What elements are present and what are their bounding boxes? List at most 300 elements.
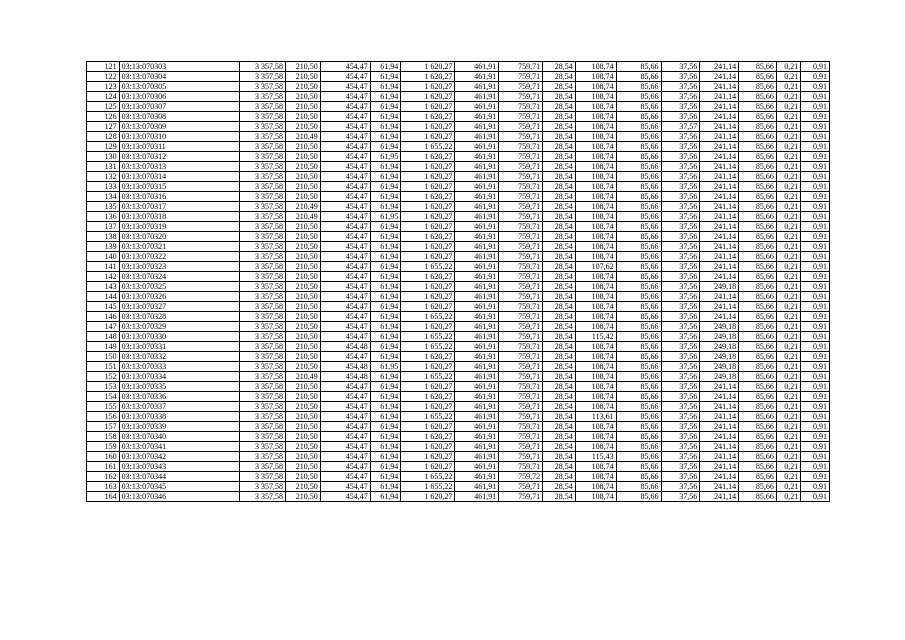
value-col-14-cell: 0,21 (776, 62, 800, 72)
value-col-15-cell: 0,91 (801, 272, 830, 282)
value-col-15-cell: 0,91 (801, 222, 830, 232)
value-col-4-cell: 61,94 (370, 462, 401, 472)
value-col-6-cell: 461,91 (455, 282, 499, 292)
value-col-10-cell: 85,66 (616, 192, 661, 202)
value-col-7-cell: 759,71 (499, 432, 543, 442)
value-col-2-cell: 210,50 (286, 242, 321, 252)
table-body (87, 62, 830, 502)
value-col-1-cell: 3 357,58 (240, 482, 286, 492)
parcel-code-cell: 03:13:070335 (119, 382, 239, 392)
value-col-13-cell: 85,66 (739, 302, 777, 312)
value-col-14-cell: 0,21 (776, 312, 800, 322)
value-col-5-cell: 1 620,27 (401, 362, 455, 372)
value-col-4-cell: 61,94 (370, 142, 401, 152)
value-col-12-cell: 241,14 (700, 62, 739, 72)
value-col-6-cell: 461,91 (455, 62, 499, 72)
value-col-10-cell: 85,66 (616, 472, 661, 482)
value-col-1-cell: 3 357,58 (240, 372, 286, 382)
value-col-9-cell: 108,74 (575, 492, 616, 502)
value-col-6-cell: 461,91 (455, 82, 499, 92)
value-col-13-cell: 85,66 (739, 422, 777, 432)
value-col-9-cell: 108,74 (575, 462, 616, 472)
row-index-cell: 139 (87, 242, 120, 252)
value-col-6-cell: 461,91 (455, 192, 499, 202)
table-row (87, 372, 830, 382)
value-col-13-cell: 85,66 (739, 142, 777, 152)
value-col-1-cell: 3 357,58 (240, 312, 286, 322)
value-col-13-cell: 85,66 (739, 172, 777, 182)
value-col-11-cell: 37,56 (661, 432, 700, 442)
value-col-5-cell: 1 620,27 (401, 132, 455, 142)
value-col-12-cell: 241,14 (700, 432, 739, 442)
parcel-code-cell: 03:13:070331 (119, 342, 239, 352)
value-col-7-cell: 759,71 (499, 352, 543, 362)
value-col-13-cell: 85,66 (739, 102, 777, 112)
parcel-code-cell: 03:13:070334 (119, 372, 239, 382)
value-col-15-cell: 0,91 (801, 472, 830, 482)
row-index-cell: 160 (87, 452, 120, 462)
value-col-5-cell: 1 620,27 (401, 222, 455, 232)
value-col-15-cell: 0,91 (801, 382, 830, 392)
value-col-1-cell: 3 357,58 (240, 422, 286, 432)
value-col-10-cell: 85,66 (616, 492, 661, 502)
value-col-11-cell: 37,56 (661, 282, 700, 292)
value-col-3-cell: 454,47 (320, 332, 370, 342)
value-col-8-cell: 28,54 (543, 402, 576, 412)
value-col-1-cell: 3 357,58 (240, 402, 286, 412)
parcel-code-cell: 03:13:070318 (119, 212, 239, 222)
row-index-cell: 158 (87, 432, 120, 442)
value-col-4-cell: 61,94 (370, 372, 401, 382)
value-col-15-cell: 0,91 (801, 362, 830, 372)
value-col-2-cell: 210,49 (286, 202, 321, 212)
parcel-code-cell: 03:13:070342 (119, 452, 239, 462)
value-col-15-cell: 0,91 (801, 352, 830, 362)
value-col-11-cell: 37,56 (661, 262, 700, 272)
row-index-cell: 149 (87, 342, 120, 352)
value-col-10-cell: 85,66 (616, 262, 661, 272)
value-col-9-cell: 108,74 (575, 242, 616, 252)
value-col-7-cell: 759,71 (499, 142, 543, 152)
row-index-cell: 159 (87, 442, 120, 452)
value-col-13-cell: 85,66 (739, 192, 777, 202)
table-row (87, 392, 830, 402)
table-row (87, 312, 830, 322)
parcel-code-cell: 03:13:070339 (119, 422, 239, 432)
value-col-4-cell: 61,94 (370, 492, 401, 502)
value-col-14-cell: 0,21 (776, 82, 800, 92)
parcel-code-cell: 03:13:070328 (119, 312, 239, 322)
value-col-1-cell: 3 357,58 (240, 62, 286, 72)
row-index-cell: 161 (87, 462, 120, 472)
value-col-11-cell: 37,56 (661, 62, 700, 72)
value-col-15-cell: 0,91 (801, 202, 830, 212)
row-index-cell: 126 (87, 112, 120, 122)
row-index-cell: 123 (87, 82, 120, 92)
value-col-11-cell: 37,56 (661, 352, 700, 362)
value-col-7-cell: 759,71 (499, 112, 543, 122)
table-row (87, 82, 830, 92)
table-row (87, 422, 830, 432)
value-col-2-cell: 210,50 (286, 412, 321, 422)
value-col-15-cell: 0,91 (801, 162, 830, 172)
value-col-11-cell: 37,56 (661, 442, 700, 452)
value-col-4-cell: 61,94 (370, 132, 401, 142)
value-col-7-cell: 759,71 (499, 482, 543, 492)
table-row (87, 192, 830, 202)
table-row (87, 342, 830, 352)
value-col-10-cell: 85,66 (616, 412, 661, 422)
value-col-12-cell: 241,14 (700, 292, 739, 302)
value-col-13-cell: 85,66 (739, 382, 777, 392)
value-col-3-cell: 454,47 (320, 232, 370, 242)
value-col-4-cell: 61,94 (370, 452, 401, 462)
value-col-5-cell: 1 620,27 (401, 322, 455, 332)
value-col-3-cell: 454,47 (320, 402, 370, 412)
value-col-7-cell: 759,71 (499, 382, 543, 392)
value-col-2-cell: 210,50 (286, 342, 321, 352)
value-col-13-cell: 85,66 (739, 332, 777, 342)
value-col-11-cell: 37,56 (661, 312, 700, 322)
row-index-cell: 138 (87, 232, 120, 242)
row-index-cell: 130 (87, 152, 120, 162)
parcel-code-cell: 03:13:070303 (119, 62, 239, 72)
row-index-cell: 144 (87, 292, 120, 302)
row-index-cell: 152 (87, 372, 120, 382)
value-col-2-cell: 210,50 (286, 452, 321, 462)
value-col-12-cell: 249,18 (700, 322, 739, 332)
table-row (87, 452, 830, 462)
value-col-14-cell: 0,21 (776, 242, 800, 252)
row-index-cell: 135 (87, 202, 120, 212)
value-col-8-cell: 28,54 (543, 142, 576, 152)
value-col-7-cell: 759,71 (499, 222, 543, 232)
value-col-14-cell: 0,21 (776, 472, 800, 482)
parcel-code-cell: 03:13:070306 (119, 92, 239, 102)
value-col-9-cell: 108,74 (575, 142, 616, 152)
value-col-4-cell: 61,94 (370, 72, 401, 82)
value-col-11-cell: 37,56 (661, 402, 700, 412)
value-col-14-cell: 0,21 (776, 232, 800, 242)
value-col-4-cell: 61,94 (370, 422, 401, 432)
value-col-7-cell: 759,71 (499, 62, 543, 72)
value-col-14-cell: 0,21 (776, 492, 800, 502)
value-col-15-cell: 0,91 (801, 142, 830, 152)
value-col-7-cell: 759,71 (499, 452, 543, 462)
value-col-6-cell: 461,91 (455, 232, 499, 242)
value-col-10-cell: 85,66 (616, 452, 661, 462)
value-col-10-cell: 85,66 (616, 92, 661, 102)
parcel-code-cell: 03:13:070315 (119, 182, 239, 192)
value-col-3-cell: 454,47 (320, 382, 370, 392)
value-col-12-cell: 241,14 (700, 182, 739, 192)
value-col-13-cell: 85,66 (739, 462, 777, 472)
table-row (87, 492, 830, 502)
value-col-1-cell: 3 357,58 (240, 332, 286, 342)
value-col-4-cell: 61,94 (370, 282, 401, 292)
table-row (87, 162, 830, 172)
value-col-6-cell: 461,91 (455, 132, 499, 142)
value-col-13-cell: 85,66 (739, 272, 777, 282)
value-col-1-cell: 3 357,58 (240, 192, 286, 202)
value-col-8-cell: 28,54 (543, 422, 576, 432)
value-col-14-cell: 0,21 (776, 72, 800, 82)
parcel-code-cell: 03:13:070307 (119, 102, 239, 112)
value-col-11-cell: 37,56 (661, 332, 700, 342)
value-col-7-cell: 759,71 (499, 172, 543, 182)
value-col-8-cell: 28,54 (543, 492, 576, 502)
value-col-11-cell: 37,56 (661, 412, 700, 422)
value-col-6-cell: 461,91 (455, 262, 499, 272)
value-col-9-cell: 108,74 (575, 232, 616, 242)
value-col-4-cell: 61,95 (370, 212, 401, 222)
value-col-3-cell: 454,47 (320, 272, 370, 282)
value-col-2-cell: 210,50 (286, 72, 321, 82)
value-col-7-cell: 759,71 (499, 72, 543, 82)
table-row (87, 152, 830, 162)
parcel-code-cell: 03:13:070338 (119, 412, 239, 422)
value-col-12-cell: 241,14 (700, 132, 739, 142)
value-col-14-cell: 0,21 (776, 252, 800, 262)
parcel-code-cell: 03:13:070313 (119, 162, 239, 172)
parcel-code-cell: 03:13:070329 (119, 322, 239, 332)
value-col-15-cell: 0,91 (801, 452, 830, 462)
value-col-3-cell: 454,47 (320, 432, 370, 442)
value-col-7-cell: 759,71 (499, 422, 543, 432)
value-col-5-cell: 1 620,27 (401, 402, 455, 412)
value-col-15-cell: 0,91 (801, 152, 830, 162)
value-col-8-cell: 28,54 (543, 222, 576, 232)
value-col-4-cell: 61,94 (370, 122, 401, 132)
value-col-6-cell: 461,91 (455, 412, 499, 422)
value-col-2-cell: 210,50 (286, 222, 321, 232)
value-col-12-cell: 241,14 (700, 72, 739, 82)
value-col-11-cell: 37,56 (661, 472, 700, 482)
value-col-4-cell: 61,94 (370, 202, 401, 212)
value-col-5-cell: 1 655,22 (401, 262, 455, 272)
row-index-cell: 124 (87, 92, 120, 102)
value-col-12-cell: 249,18 (700, 352, 739, 362)
value-col-1-cell: 3 357,58 (240, 442, 286, 452)
value-col-12-cell: 249,18 (700, 332, 739, 342)
value-col-6-cell: 461,91 (455, 252, 499, 262)
value-col-15-cell: 0,91 (801, 402, 830, 412)
value-col-9-cell: 115,42 (575, 332, 616, 342)
value-col-3-cell: 454,47 (320, 172, 370, 182)
value-col-8-cell: 28,54 (543, 472, 576, 482)
value-col-2-cell: 210,50 (286, 152, 321, 162)
value-col-14-cell: 0,21 (776, 292, 800, 302)
value-col-11-cell: 37,56 (661, 252, 700, 262)
value-col-7-cell: 759,71 (499, 102, 543, 112)
value-col-12-cell: 249,18 (700, 372, 739, 382)
value-col-11-cell: 37,56 (661, 72, 700, 82)
value-col-6-cell: 461,91 (455, 292, 499, 302)
row-index-cell: 132 (87, 172, 120, 182)
value-col-10-cell: 85,66 (616, 352, 661, 362)
value-col-1-cell: 3 357,58 (240, 362, 286, 372)
value-col-5-cell: 1 620,27 (401, 432, 455, 442)
value-col-7-cell: 759,71 (499, 262, 543, 272)
value-col-2-cell: 210,50 (286, 442, 321, 452)
table-row (87, 72, 830, 82)
value-col-10-cell: 85,66 (616, 372, 661, 382)
value-col-2-cell: 210,50 (286, 382, 321, 392)
data-table (86, 61, 830, 502)
value-col-9-cell: 108,74 (575, 132, 616, 142)
value-col-6-cell: 461,91 (455, 442, 499, 452)
value-col-5-cell: 1 620,27 (401, 202, 455, 212)
value-col-11-cell: 37,56 (661, 92, 700, 102)
value-col-7-cell: 759,71 (499, 442, 543, 452)
value-col-7-cell: 759,71 (499, 412, 543, 422)
value-col-2-cell: 210,49 (286, 212, 321, 222)
value-col-13-cell: 85,66 (739, 372, 777, 382)
value-col-4-cell: 61,94 (370, 352, 401, 362)
value-col-9-cell: 108,74 (575, 252, 616, 262)
value-col-10-cell: 85,66 (616, 342, 661, 352)
value-col-13-cell: 85,66 (739, 162, 777, 172)
value-col-3-cell: 454,47 (320, 122, 370, 132)
value-col-1-cell: 3 357,58 (240, 492, 286, 502)
value-col-12-cell: 241,14 (700, 382, 739, 392)
value-col-11-cell: 37,57 (661, 122, 700, 132)
value-col-1-cell: 3 357,58 (240, 462, 286, 472)
value-col-15-cell: 0,91 (801, 372, 830, 382)
value-col-3-cell: 454,47 (320, 252, 370, 262)
value-col-3-cell: 454,47 (320, 102, 370, 112)
value-col-15-cell: 0,91 (801, 172, 830, 182)
value-col-10-cell: 85,66 (616, 292, 661, 302)
value-col-9-cell: 108,74 (575, 122, 616, 132)
value-col-15-cell: 0,91 (801, 242, 830, 252)
value-col-11-cell: 37,56 (661, 82, 700, 92)
value-col-5-cell: 1 620,27 (401, 62, 455, 72)
value-col-1-cell: 3 357,58 (240, 392, 286, 402)
value-col-1-cell: 3 357,58 (240, 172, 286, 182)
value-col-11-cell: 37,56 (661, 182, 700, 192)
value-col-15-cell: 0,91 (801, 102, 830, 112)
value-col-4-cell: 61,94 (370, 182, 401, 192)
row-index-cell: 134 (87, 192, 120, 202)
value-col-1-cell: 3 357,58 (240, 212, 286, 222)
value-col-3-cell: 454,47 (320, 422, 370, 432)
value-col-8-cell: 28,54 (543, 182, 576, 192)
value-col-10-cell: 85,66 (616, 442, 661, 452)
value-col-7-cell: 759,71 (499, 342, 543, 352)
value-col-6-cell: 461,91 (455, 302, 499, 312)
value-col-8-cell: 28,54 (543, 212, 576, 222)
value-col-4-cell: 61,94 (370, 262, 401, 272)
value-col-10-cell: 85,66 (616, 132, 661, 142)
value-col-6-cell: 461,91 (455, 392, 499, 402)
value-col-15-cell: 0,91 (801, 62, 830, 72)
parcel-code-cell: 03:13:070326 (119, 292, 239, 302)
value-col-7-cell: 759,71 (499, 362, 543, 372)
value-col-8-cell: 28,54 (543, 232, 576, 242)
value-col-12-cell: 241,14 (700, 392, 739, 402)
table-row (87, 122, 830, 132)
value-col-15-cell: 0,91 (801, 112, 830, 122)
value-col-4-cell: 61,94 (370, 272, 401, 282)
table-row (87, 222, 830, 232)
value-col-1-cell: 3 357,58 (240, 342, 286, 352)
value-col-10-cell: 85,66 (616, 462, 661, 472)
value-col-4-cell: 61,94 (370, 332, 401, 342)
value-col-11-cell: 37,56 (661, 172, 700, 182)
value-col-15-cell: 0,91 (801, 392, 830, 402)
value-col-9-cell: 108,74 (575, 302, 616, 312)
value-col-15-cell: 0,91 (801, 332, 830, 342)
value-col-11-cell: 37,56 (661, 102, 700, 112)
value-col-3-cell: 454,47 (320, 442, 370, 452)
value-col-12-cell: 241,14 (700, 222, 739, 232)
value-col-3-cell: 454,47 (320, 242, 370, 252)
value-col-8-cell: 28,54 (543, 432, 576, 442)
value-col-1-cell: 3 357,58 (240, 182, 286, 192)
value-col-1-cell: 3 357,58 (240, 92, 286, 102)
value-col-5-cell: 1 620,27 (401, 272, 455, 282)
value-col-8-cell: 28,54 (543, 352, 576, 362)
value-col-12-cell: 241,14 (700, 112, 739, 122)
value-col-8-cell: 28,54 (543, 62, 576, 72)
value-col-15-cell: 0,91 (801, 442, 830, 452)
value-col-2-cell: 210,50 (286, 162, 321, 172)
value-col-9-cell: 108,74 (575, 292, 616, 302)
parcel-code-cell: 03:13:070308 (119, 112, 239, 122)
value-col-5-cell: 1 620,27 (401, 212, 455, 222)
value-col-14-cell: 0,21 (776, 392, 800, 402)
value-col-6-cell: 461,91 (455, 372, 499, 382)
value-col-9-cell: 108,74 (575, 192, 616, 202)
parcel-code-cell: 03:13:070311 (119, 142, 239, 152)
value-col-2-cell: 210,50 (286, 362, 321, 372)
value-col-8-cell: 28,54 (543, 252, 576, 262)
value-col-5-cell: 1 655,22 (401, 372, 455, 382)
value-col-11-cell: 37,56 (661, 132, 700, 142)
value-col-1-cell: 3 357,58 (240, 452, 286, 462)
value-col-7-cell: 759,71 (499, 242, 543, 252)
value-col-13-cell: 85,66 (739, 472, 777, 482)
value-col-8-cell: 28,54 (543, 112, 576, 122)
value-col-15-cell: 0,91 (801, 132, 830, 142)
value-col-2-cell: 210,50 (286, 472, 321, 482)
table-row (87, 382, 830, 392)
value-col-6-cell: 461,91 (455, 482, 499, 492)
value-col-13-cell: 85,66 (739, 132, 777, 142)
value-col-4-cell: 61,94 (370, 92, 401, 102)
value-col-6-cell: 461,91 (455, 202, 499, 212)
value-col-7-cell: 759,71 (499, 132, 543, 142)
row-index-cell: 150 (87, 352, 120, 362)
value-col-13-cell: 85,66 (739, 402, 777, 412)
value-col-9-cell: 108,74 (575, 62, 616, 72)
parcel-code-cell: 03:13:070344 (119, 472, 239, 482)
value-col-2-cell: 210,50 (286, 422, 321, 432)
value-col-9-cell: 108,74 (575, 432, 616, 442)
value-col-8-cell: 28,54 (543, 412, 576, 422)
value-col-10-cell: 85,66 (616, 202, 661, 212)
value-col-8-cell: 28,54 (543, 342, 576, 352)
value-col-2-cell: 210,50 (286, 402, 321, 412)
table-row (87, 132, 830, 142)
value-col-9-cell: 107,62 (575, 262, 616, 272)
value-col-5-cell: 1 655,22 (401, 412, 455, 422)
value-col-8-cell: 28,54 (543, 362, 576, 372)
table-row (87, 442, 830, 452)
value-col-7-cell: 759,71 (499, 312, 543, 322)
value-col-3-cell: 454,47 (320, 92, 370, 102)
